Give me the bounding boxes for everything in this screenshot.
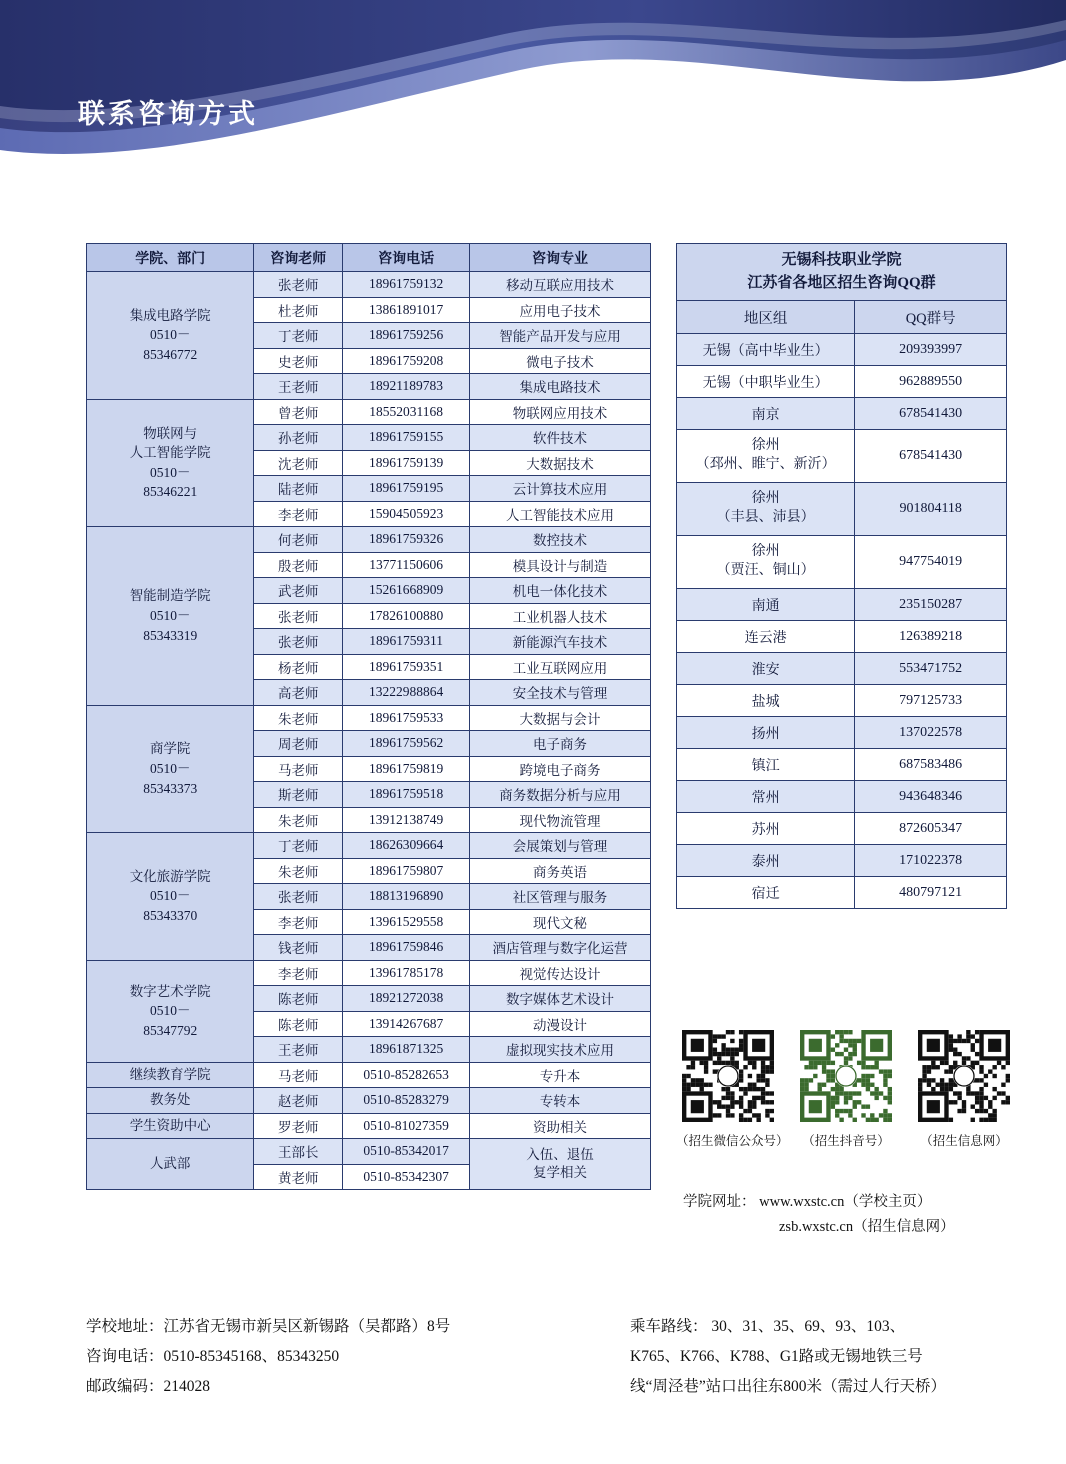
qq-table-row	[677, 813, 1007, 845]
teacher-cell: 赵老师	[254, 1088, 343, 1114]
phone-cell: 18961759155	[343, 425, 470, 451]
footer-address-block	[86, 1312, 450, 1403]
major-cell: 工业机器人技术	[470, 603, 651, 629]
major-cell: 动漫设计	[470, 1011, 651, 1037]
teacher-cell: 孙老师	[254, 425, 343, 451]
phone-cell: 18961759256	[343, 323, 470, 349]
major-cell: 应用电子技术	[470, 297, 651, 323]
qq-table-title: 无锡科技职业学院 江苏省各地区招生咨询QQ群	[677, 244, 1007, 301]
qq-header-row	[677, 301, 1007, 334]
teacher-cell: 陆老师	[254, 476, 343, 502]
phone-cell: 18961759807	[343, 858, 470, 884]
major-cell: 大数据技术	[470, 450, 651, 476]
qq-number-cell: 171022378	[855, 845, 1007, 877]
qq-number-cell: 209393997	[855, 334, 1007, 366]
qq-table-row	[677, 781, 1007, 813]
dept-cell: 学生资助中心	[87, 1113, 254, 1139]
major-cell: 酒店管理与数字化运营	[470, 935, 651, 961]
teacher-cell: 张老师	[254, 884, 343, 910]
teacher-cell: 朱老师	[254, 858, 343, 884]
teacher-cell: 陈老师	[254, 1011, 343, 1037]
qq-number-cell: 943648346	[855, 781, 1007, 813]
phone-cell: 13961529558	[343, 909, 470, 935]
major-cell: 资助相关	[470, 1113, 651, 1139]
area-cell: 淮安	[677, 653, 855, 685]
major-cell: 社区管理与服务	[470, 884, 651, 910]
phone-cell: 13961785178	[343, 960, 470, 986]
phone-cell: 18961759518	[343, 782, 470, 808]
major-cell: 集成电路技术	[470, 374, 651, 400]
phone-cell: 18961759846	[343, 935, 470, 961]
major-cell: 现代文秘	[470, 909, 651, 935]
phone-cell: 18961759562	[343, 731, 470, 757]
col-qq-number: QQ群号	[855, 301, 1007, 334]
phone-cell: 18961759195	[343, 476, 470, 502]
col-area: 地区组	[677, 301, 855, 334]
website-qr	[912, 1030, 1016, 1122]
qq-table-row	[677, 398, 1007, 430]
qq-number-cell: 137022578	[855, 717, 1007, 749]
transit-line-3: 线“周泾巷”站口出往东800米（需过人行天桥）	[630, 1378, 947, 1396]
wechat-qr-caption: （招生微信公众号）	[676, 1134, 789, 1148]
qq-number-cell: 678541430	[855, 430, 1007, 483]
major-cell: 物联网应用技术	[470, 399, 651, 425]
major-cell: 模具设计与制造	[470, 552, 651, 578]
dept-cell: 智能制造学院 0510－ 85343319	[87, 527, 254, 706]
transit-line-1: 乘车路线： 30、31、35、69、93、103、	[630, 1318, 906, 1335]
qq-table-row	[677, 621, 1007, 653]
major-cell: 专转本	[470, 1088, 651, 1114]
douyin-qr-block	[794, 1030, 898, 1149]
transit-line-2: K765、K766、K788、G1路或无锡地铁三号	[630, 1348, 923, 1366]
teacher-cell: 张老师	[254, 603, 343, 629]
major-cell: 软件技术	[470, 425, 651, 451]
qq-number-cell: 947754019	[855, 536, 1007, 589]
teacher-cell: 李老师	[254, 909, 343, 935]
phone-cell: 0510-85283279	[343, 1088, 470, 1114]
area-cell: 南通	[677, 589, 855, 621]
phone-cell: 0510-85342017	[343, 1139, 470, 1165]
major-cell: 商务英语	[470, 858, 651, 884]
phone-cell: 0510-81027359	[343, 1113, 470, 1139]
phone-cell: 18961759819	[343, 756, 470, 782]
major-cell: 移动互联应用技术	[470, 272, 651, 298]
major-cell: 跨境电子商务	[470, 756, 651, 782]
phone-cell: 18813196890	[343, 884, 470, 910]
teacher-cell: 王老师	[254, 1037, 343, 1063]
teacher-cell: 沈老师	[254, 450, 343, 476]
website-qr-block	[912, 1030, 1016, 1149]
teacher-cell: 武老师	[254, 578, 343, 604]
teacher-cell: 杜老师	[254, 297, 343, 323]
col-phone: 咨询电话	[343, 244, 470, 272]
phone-cell: 18961759533	[343, 705, 470, 731]
phone-cell: 18921272038	[343, 986, 470, 1012]
teacher-cell: 朱老师	[254, 807, 343, 833]
major-cell: 数控技术	[470, 527, 651, 553]
major-cell: 智能产品开发与应用	[470, 323, 651, 349]
qq-number-cell: 872605347	[855, 813, 1007, 845]
phone-cell: 18961759139	[343, 450, 470, 476]
area-cell: 宿迁	[677, 877, 855, 909]
teacher-cell: 周老师	[254, 731, 343, 757]
phone-cell: 18961759208	[343, 348, 470, 374]
area-cell: 常州	[677, 781, 855, 813]
qq-table-row	[677, 366, 1007, 398]
douyin-qr	[794, 1030, 898, 1122]
major-cell: 新能源汽车技术	[470, 629, 651, 655]
qq-table-row	[677, 877, 1007, 909]
major-cell: 云计算技术应用	[470, 476, 651, 502]
phone-cell: 18552031168	[343, 399, 470, 425]
dept-cell: 物联网与 人工智能学院 0510－ 85346221	[87, 399, 254, 527]
website-info	[683, 1190, 955, 1241]
col-major: 咨询专业	[470, 244, 651, 272]
phone-cell: 0510-85282653	[343, 1062, 470, 1088]
phone-cell: 17826100880	[343, 603, 470, 629]
table-row	[87, 399, 651, 425]
major-cell: 数字媒体艺术设计	[470, 986, 651, 1012]
dept-cell: 教务处	[87, 1088, 254, 1114]
teacher-cell: 马老师	[254, 1062, 343, 1088]
website-line-2: zsb.wxstc.cn（招生信息网）	[779, 1219, 955, 1236]
major-cell: 会展策划与管理	[470, 833, 651, 859]
teacher-cell: 丁老师	[254, 323, 343, 349]
teacher-cell: 罗老师	[254, 1113, 343, 1139]
qr-code-area	[676, 1030, 1016, 1149]
area-cell: 徐州 （丰县、沛县）	[677, 483, 855, 536]
qq-number-cell: 678541430	[855, 398, 1007, 430]
phone-cell: 13222988864	[343, 680, 470, 706]
teacher-cell: 王老师	[254, 374, 343, 400]
major-cell: 现代物流管理	[470, 807, 651, 833]
teacher-cell: 张老师	[254, 629, 343, 655]
dept-cell: 数字艺术学院 0510－ 85347792	[87, 960, 254, 1062]
phone-cell: 18961759326	[343, 527, 470, 553]
phone-cell: 13861891017	[343, 297, 470, 323]
qq-number-cell: 901804118	[855, 483, 1007, 536]
qq-number-cell: 235150287	[855, 589, 1007, 621]
area-cell: 苏州	[677, 813, 855, 845]
major-cell: 视觉传达设计	[470, 960, 651, 986]
table-row	[87, 1062, 651, 1088]
phone-cell: 13771150606	[343, 552, 470, 578]
table-header-row	[87, 244, 651, 272]
area-cell: 扬州	[677, 717, 855, 749]
qq-number-cell: 126389218	[855, 621, 1007, 653]
school-address: 学校地址：江苏省无锡市新吴区新锡路（吴都路）8号	[86, 1318, 451, 1335]
teacher-cell: 马老师	[254, 756, 343, 782]
postal-code: 邮政编码：214028	[86, 1378, 211, 1396]
consultation-table	[86, 243, 651, 1190]
phone-cell: 18961759311	[343, 629, 470, 655]
phone-cell: 15261668909	[343, 578, 470, 604]
teacher-cell: 李老师	[254, 501, 343, 527]
qq-number-cell: 480797121	[855, 877, 1007, 909]
table-row	[87, 1113, 651, 1139]
teacher-cell: 斯老师	[254, 782, 343, 808]
teacher-cell: 曾老师	[254, 399, 343, 425]
major-cell: 入伍、退伍 复学相关	[470, 1139, 651, 1190]
qq-table-row	[677, 845, 1007, 877]
col-dept: 学院、部门	[87, 244, 254, 272]
table-row	[87, 833, 651, 859]
qq-group-table	[676, 243, 1007, 909]
phone-cell: 18961759351	[343, 654, 470, 680]
website-qr-caption: （招生信息网）	[920, 1134, 1008, 1148]
major-cell: 专升本	[470, 1062, 651, 1088]
page-title: 联系咨询方式	[78, 99, 258, 129]
qq-table-row	[677, 653, 1007, 685]
teacher-cell: 朱老师	[254, 705, 343, 731]
area-cell: 连云港	[677, 621, 855, 653]
table-row	[87, 272, 651, 298]
teacher-cell: 李老师	[254, 960, 343, 986]
area-cell: 徐州 （邳州、睢宁、新沂）	[677, 430, 855, 483]
table-row	[87, 1088, 651, 1114]
wechat-qr-block	[676, 1030, 789, 1149]
major-cell: 工业互联网应用	[470, 654, 651, 680]
qq-title-row	[677, 244, 1007, 301]
teacher-cell: 黄老师	[254, 1164, 343, 1190]
table-row	[87, 960, 651, 986]
major-cell: 商务数据分析与应用	[470, 782, 651, 808]
major-cell: 电子商务	[470, 731, 651, 757]
phone-cell: 0510-85342307	[343, 1164, 470, 1190]
phone-cell: 15904505923	[343, 501, 470, 527]
phone-cell: 18961759132	[343, 272, 470, 298]
consult-phone: 咨询电话：0510-85345168、85343250	[86, 1348, 340, 1366]
major-cell: 微电子技术	[470, 348, 651, 374]
phone-cell: 13914267687	[343, 1011, 470, 1037]
qq-table-row	[677, 749, 1007, 781]
qq-number-cell: 797125733	[855, 685, 1007, 717]
footer-transit-block	[630, 1312, 1030, 1403]
area-cell: 无锡（高中毕业生）	[677, 334, 855, 366]
wechat-qr	[676, 1030, 780, 1122]
dept-cell: 继续教育学院	[87, 1062, 254, 1088]
teacher-cell: 殷老师	[254, 552, 343, 578]
teacher-cell: 史老师	[254, 348, 343, 374]
teacher-cell: 张老师	[254, 272, 343, 298]
qq-number-cell: 962889550	[855, 366, 1007, 398]
teacher-cell: 陈老师	[254, 986, 343, 1012]
area-cell: 泰州	[677, 845, 855, 877]
qq-table-row	[677, 483, 1007, 536]
area-cell: 盐城	[677, 685, 855, 717]
major-cell: 大数据与会计	[470, 705, 651, 731]
qq-table-row	[677, 717, 1007, 749]
col-teacher: 咨询老师	[254, 244, 343, 272]
area-cell: 徐州 （贾汪、铜山）	[677, 536, 855, 589]
teacher-cell: 丁老师	[254, 833, 343, 859]
major-cell: 机电一体化技术	[470, 578, 651, 604]
teacher-cell: 高老师	[254, 680, 343, 706]
phone-cell: 13912138749	[343, 807, 470, 833]
teacher-cell: 杨老师	[254, 654, 343, 680]
dept-cell: 人武部	[87, 1139, 254, 1190]
major-cell: 虚拟现实技术应用	[470, 1037, 651, 1063]
dept-cell: 文化旅游学院 0510－ 85343370	[87, 833, 254, 961]
qq-table-row	[677, 685, 1007, 717]
qq-table-row	[677, 589, 1007, 621]
douyin-qr-caption: （招生抖音号）	[802, 1134, 890, 1148]
qq-table-row	[677, 334, 1007, 366]
teacher-cell: 钱老师	[254, 935, 343, 961]
phone-cell: 18961871325	[343, 1037, 470, 1063]
area-cell: 无锡（中职毕业生）	[677, 366, 855, 398]
table-row	[87, 705, 651, 731]
phone-cell: 18921189783	[343, 374, 470, 400]
qq-table-row	[677, 430, 1007, 483]
teacher-cell: 王部长	[254, 1139, 343, 1165]
table-row	[87, 1139, 651, 1165]
area-cell: 镇江	[677, 749, 855, 781]
qq-table-row	[677, 536, 1007, 589]
dept-cell: 商学院 0510－ 85343373	[87, 705, 254, 833]
phone-cell: 18626309664	[343, 833, 470, 859]
major-cell: 人工智能技术应用	[470, 501, 651, 527]
table-row	[87, 527, 651, 553]
header-banner	[0, 0, 1066, 185]
qq-number-cell: 553471752	[855, 653, 1007, 685]
dept-cell: 集成电路学院 0510－ 85346772	[87, 272, 254, 400]
teacher-cell: 何老师	[254, 527, 343, 553]
area-cell: 南京	[677, 398, 855, 430]
website-line-1: 学院网址： www.wxstc.cn（学校主页）	[683, 1194, 932, 1210]
major-cell: 安全技术与管理	[470, 680, 651, 706]
qq-number-cell: 687583486	[855, 749, 1007, 781]
